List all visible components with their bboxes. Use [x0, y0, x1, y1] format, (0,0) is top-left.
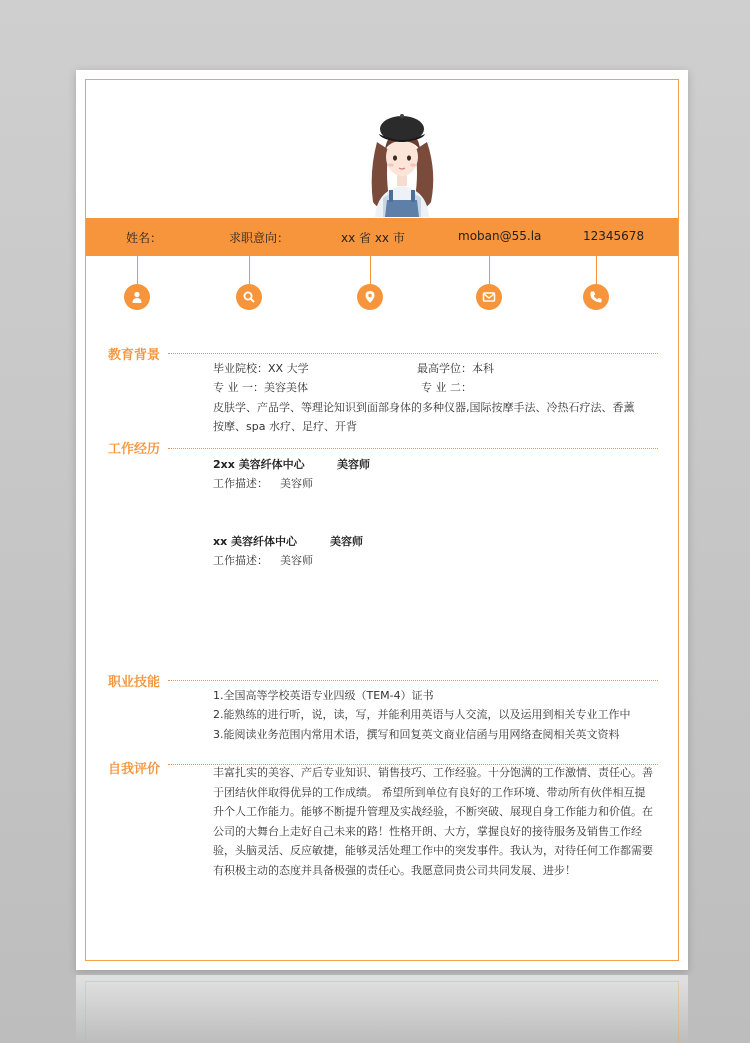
work-title: 工作经历 — [108, 442, 161, 457]
name-label: 姓名： — [126, 231, 163, 245]
page-reflection — [76, 975, 688, 1043]
location-pin-icon — [357, 284, 383, 310]
education-title: 教育背景 — [108, 348, 161, 363]
job-position: 美容师 — [337, 458, 370, 471]
job-company: 2xx 美容纤体中心 — [213, 458, 305, 471]
skills-title: 职业技能 — [108, 675, 161, 690]
job-desc: 美容师 — [280, 554, 313, 567]
connector-line — [596, 256, 597, 284]
reflection-border — [85, 981, 679, 1043]
location-text: xx 省 xx 市 — [341, 231, 405, 245]
job-desc-label: 工作描述： — [213, 477, 268, 490]
mail-icon — [476, 284, 502, 310]
self-eval-text: 丰富扎实的美容、产后专业知识、销售技巧、工作经验。十分饱满的工作激情、责任心。善于团结伙伴取得优异的工作成绩。 希望所到单位有良好的工作环境、带动所有伙伴相互提升个人工作能力。能够不断提升管理及实战经验，不断突破、展现自身工作能力和价值。在公司的大舞台上走好自己未来的路！性格开朗、大方，掌握良好的接待服务及销售工作经验，头脑灵活、反应敏捷，能够灵活处理工作中的突发事件。我认为，对待任何工作都需要有积极主动的态度并具备极强的责任心。我愿意同贵公司共同发展、进步！ — [213, 766, 653, 877]
connector-line — [137, 256, 138, 284]
job-intent-label: 求职意向： — [229, 231, 290, 245]
self-eval-title: 自我评价 — [108, 762, 161, 777]
degree: 最高学位：本科 — [417, 362, 494, 375]
skill-item: 2.能熟练的进行听，说，读，写，并能利用英语与人交流，以及运用到相关专业工作中 — [213, 708, 631, 721]
job-desc: 美容师 — [280, 477, 313, 490]
connector-line — [249, 256, 250, 284]
job-position: 美容师 — [330, 535, 363, 548]
school: 毕业院校：XX 大学 — [213, 362, 309, 375]
major-one: 专 业 一：美容美体 — [213, 381, 308, 394]
section-divider — [168, 680, 658, 681]
job-desc-label: 工作描述： — [213, 554, 268, 567]
skill-item: 3.能阅读业务范围内常用术语，撰写和回复英文商业信函与用网络查阅相关英文资料 — [213, 728, 620, 741]
section-divider — [168, 353, 658, 354]
phone-icon — [583, 284, 609, 310]
avatar — [359, 102, 445, 217]
resume-page — [76, 70, 688, 970]
courses-line: 皮肤学、产品学、等理论知识到面部身体的多种仪器,国际按摩手法、冷热石疗法、香薰 — [213, 401, 635, 414]
search-icon — [236, 284, 262, 310]
connector-line — [370, 256, 371, 284]
phone-text: 12345678 — [583, 229, 645, 243]
email-text: moban@55.la — [458, 229, 542, 243]
skill-item: 1.全国高等学校英语专业四级（TEM-4）证书 — [213, 689, 434, 702]
courses-line: 按摩、spa 水疗、足疗、开背 — [213, 420, 357, 433]
section-divider — [168, 448, 658, 449]
connector-line — [489, 256, 490, 284]
major-two: 专 业 二： — [421, 381, 472, 394]
user-icon — [124, 284, 150, 310]
contact-banner — [86, 218, 678, 256]
job-company: xx 美容纤体中心 — [213, 535, 298, 548]
